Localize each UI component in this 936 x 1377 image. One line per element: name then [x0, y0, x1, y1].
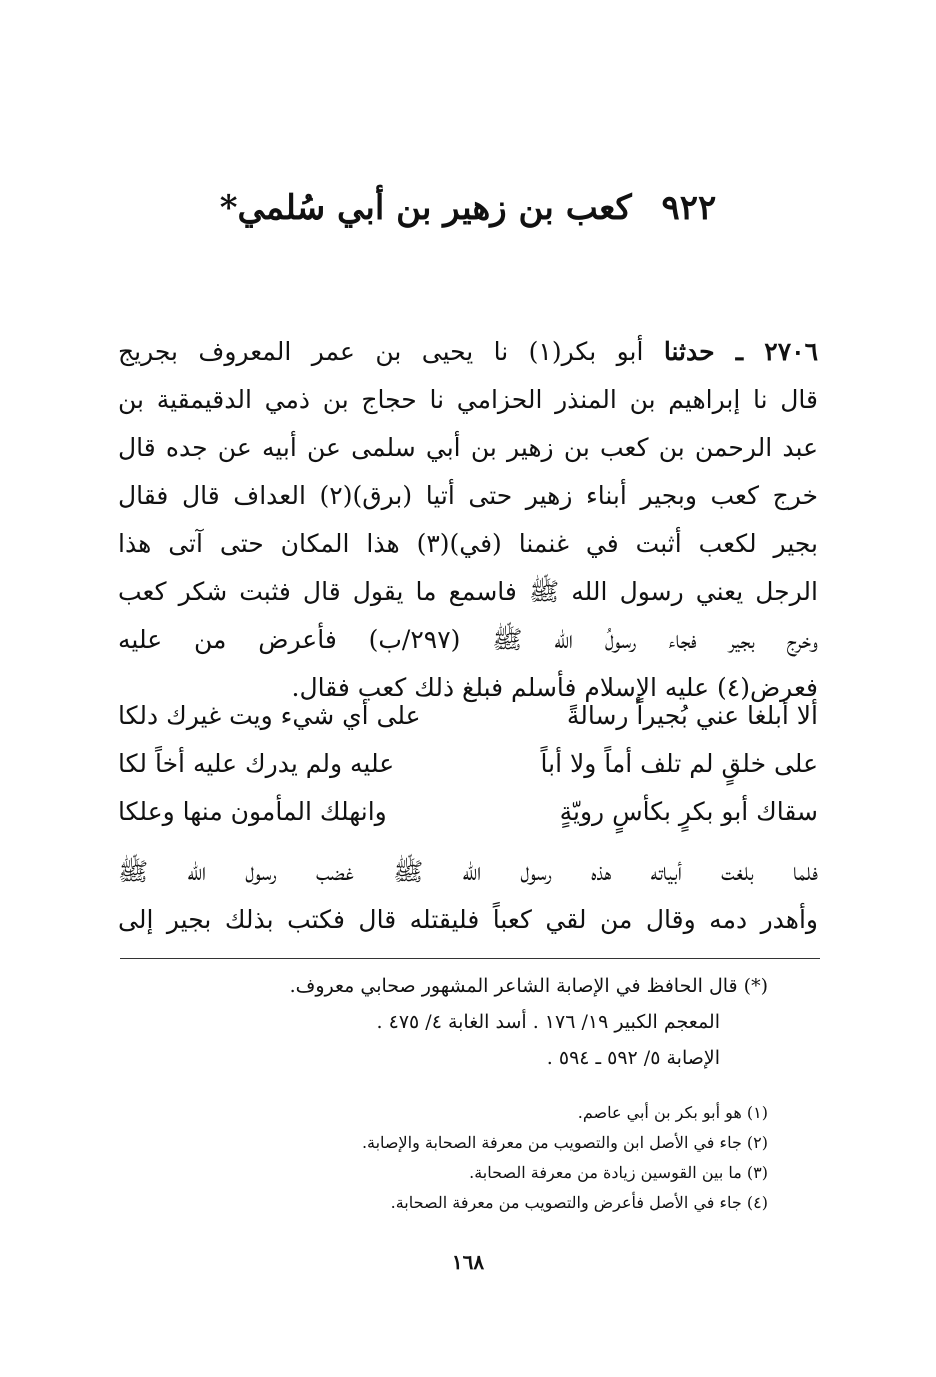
text-line: عبد الرحمن بن كعب بن زهير بن أبي سلمى عن أبيه عن جده قال [118, 433, 818, 462]
footnote: (٣) ما بين القوسين زيادة من معرفة الصحابة. [469, 1163, 768, 1182]
poem-verse [118, 740, 818, 788]
biography-note [148, 968, 768, 1076]
footnote-divider [120, 958, 820, 959]
poem-verse [118, 692, 818, 740]
note-line: (*) قال الحافظ في الإصابة الشاعر المشهور صحابي معروف. [289, 975, 768, 997]
verse-first-hemistich: سقاك أبو بكرٍ بكأسٍ رويّةٍ [559, 797, 818, 826]
text-line-content: أبو بكر(١) نا يحيى بن عمر المعروف بجريج [118, 337, 664, 366]
verse-second-hemistich: عليه ولم يدرك عليه أخاً لكا [118, 749, 395, 778]
text-line: الرجل يعني رسول الله ﷺ فاسمع ما يقول قال فثبت شكر كعب [118, 577, 818, 606]
footnote: (١) هو أبو بكر بن أبي عاصم. [577, 1103, 768, 1122]
page-number: ١٦٨ [451, 1250, 485, 1274]
text-line [118, 328, 818, 376]
verse-first-hemistich: ألا أبلغا عني بُجيراً رسالةً [566, 701, 818, 730]
chapter-number: ٩٢٢ [661, 188, 717, 228]
note-line: الإصابة ٥/ ٥٩٢ ـ ٥٩٤ . [546, 1047, 720, 1069]
poem [118, 692, 818, 836]
text-line: فعرض(٤) عليه الإسلام فأسلم فبلغ ذلك كعب فقال. [291, 673, 818, 702]
text-line: خرج كعب وبجير أبناء زهير حتى أتيا (برق)(٢) العداف قال فقال [118, 481, 818, 510]
text-line: فلما بلغت أبياته هذه رسول الله ﷺ غضب رسول الله ﷺ [118, 857, 818, 886]
text-line: وأهدر دمه وقال من لقي كعباً فليقتله قال فكتب بذلك بجير إلى [118, 905, 818, 934]
text-line: قال نا إبراهيم بن المنذر الحزامي نا حجاج بن ذمي الدقيمقية بن [118, 385, 818, 414]
verse-second-hemistich: وانهلك المأمون منها وعلكا [118, 797, 387, 826]
text-line: بجير لكعب أثبت في غنمنا (في)(٣) هذا المكان حتى آتى هذا [118, 529, 818, 558]
note-line: المعجم الكبير ١٩/ ١٧٦ . أسد الغابة ٤/ ٤٧٥ . [376, 1011, 720, 1033]
hadith-text [118, 328, 818, 712]
chapter-heading [0, 178, 936, 238]
text-line: وخرج بجير فجاء رسولُ الله ﷺ (٢٩٧/ب) فأعرض من عليه [118, 625, 818, 654]
chapter-title: كعب بن زهير بن أبي سُلمي* [219, 188, 632, 228]
footnote: (٢) جاء في الأصل ابن والتصويب من معرفة الصحابة والإصابة. [361, 1133, 768, 1152]
continuation-text [118, 848, 818, 944]
verse-first-hemistich: على خلقٍ لم تلف أماً ولا أباً [540, 749, 818, 778]
verse-second-hemistich: على أي شيء ويت غيرك دلكا [118, 701, 421, 730]
footnote: (٤) جاء في الأصل فأعرض والتصويب من معرفة الصحابة. [390, 1193, 768, 1212]
poem-verse [118, 788, 818, 836]
footnotes [168, 1098, 768, 1218]
hadith-number: ٢٧٠٦ ـ حدثنا [663, 337, 818, 366]
